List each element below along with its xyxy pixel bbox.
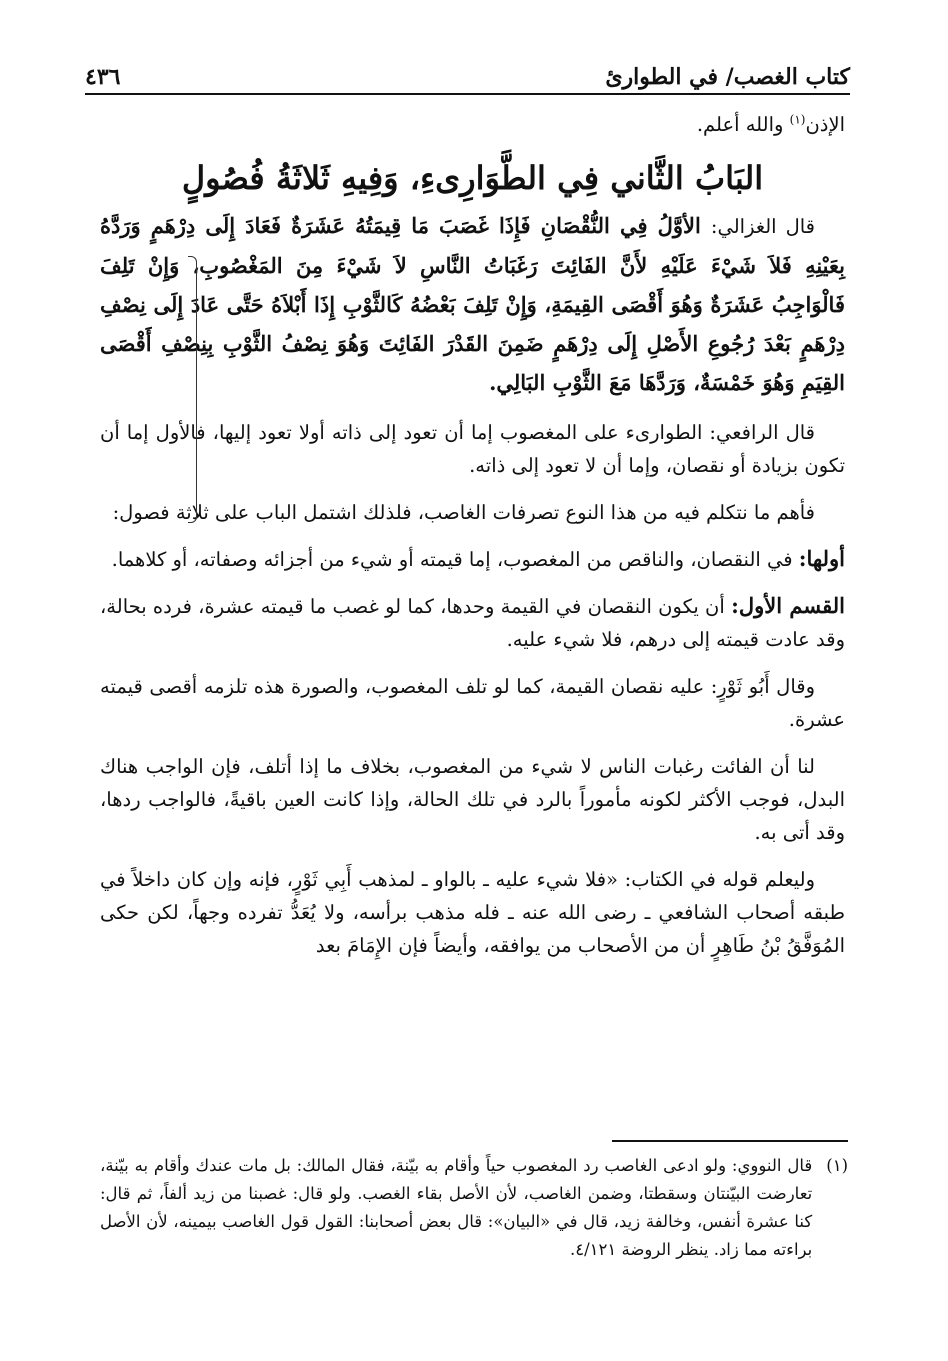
quote-text: الأوَّلُ فِي النُّقْصَانِ فَإِذَا غَصَبَ مَا قِيمَتُهُ عَشَرَةٌ فَعَادَ إِلَى دِرْهَمٍ وَرَدَّهُ بِعَيْنِهِ فَلاَ شَيْءَ عَلَيْهِ لأَنَّ الفَائِتَ رَغَبَاتُ النَّاسِ لاَ شَيْءَ مِنَ المَغْصُوبِ، وَإِنْ تَلِفَ فَالْوَاجِبُ عَشَرَةٌ وَهُوَ أَقْصَى القِيمَةِ، وَإِنْ تَلِفَ بَعْضُهُ كَالثَّوْبِ إِذَا أَبْلاَهُ حَتَّى عَادَ إِلَى نِصْفِ دِرْهَمٍ بَعْدَ رُجُوعِ الأَصْلِ إِلَى دِرْهَمٍ ضَمِنَ القَدْرَ الفَائِتَ وَهُوَ نِصْفُ الثَّوْبِ بِنِصْفِ أَقْصَى القِيَمِ وَهُوَ خَمْسَةٌ، وَرَدَّهَا مَعَ الثَّوْبِ البَالِي. bbox=[100, 213, 845, 395]
paragraph-text: وقال أَبُو ثَوْرٍ: عليه نقصان القيمة، كما لو تلف المغصوب، والصورة هذه تلزمه أقصى قيمته عشرة. bbox=[100, 675, 845, 731]
paragraph-text: أن يكون النقصان في القيمة وحدها، كما لو غصب ما قيمته عشرة، فرده بحالة، وقد عادت قيمته إلى درهم، فلا شيء عليه. bbox=[100, 595, 845, 651]
paragraph bbox=[100, 749, 845, 849]
paragraph bbox=[100, 415, 845, 482]
header-rule bbox=[85, 93, 850, 95]
footnote-text: قال النووي: ولو ادعى الغاصب رد المغصوب حياً وأقام به بيّنة، فقال المالك: بل مات عندك وأقام به بيّنة، تعارضت البيّنتان وسقطتا، وضمن الغاصب، لأن الأصل بقاء الغصب. ولو قال: غصبنا من زيد ألفاً، ثم قال: كنا عشرة أنفس، وخالفة زيد، قال في «البيان»: قال بعض أصحابنا: القول قول الغاصب بيمينه، لأن الأصل براءته مما زاد. ينظر الروضة ٤/١٢١. bbox=[100, 1156, 813, 1259]
paragraph-lead: أولها: bbox=[798, 546, 845, 571]
paragraph-text: قال الرافعي: الطوارىء على المغصوب إما أن تعود إلى ذاته أولا تعود إليها، فالأول إما أن تكون بزيادة أو نقصان، وإما أن لا تعود إلى ذاته. bbox=[100, 421, 845, 477]
intro-line bbox=[100, 108, 845, 141]
paragraph bbox=[100, 862, 845, 962]
ghazali-quote bbox=[100, 206, 845, 402]
footnote-ref: (١) bbox=[789, 112, 806, 127]
paragraph bbox=[100, 589, 845, 656]
footnote bbox=[100, 1152, 848, 1264]
quote-speaker: قال الغزالي: bbox=[710, 215, 816, 238]
main-text bbox=[100, 108, 845, 975]
intro-before-ref: الإذن bbox=[805, 113, 845, 136]
paragraph-text: في النقصان، والناقص من المغصوب، إما قيمته أو شيء من أجزائه وصفاته، أو كلاهما. bbox=[111, 548, 799, 571]
paragraph-text: فأهم ما نتكلم فيه من هذا النوع تصرفات الغاصب، فلذلك اشتمل الباب على ثلاثة فصول: bbox=[112, 501, 815, 524]
page-number: ٤٣٦ bbox=[85, 64, 121, 90]
footnote-rule bbox=[612, 1140, 848, 1142]
intro-after-ref: والله أعلم. bbox=[696, 113, 790, 136]
paragraph-text: لنا أن الفائت رغبات الناس لا شيء من المغصوب، بخلاف ما إذا أتلف، فإن الواجب هناك البدل، فوجب الأكثر لكونه مأموراً بالرد في تلك الحالة، وإذا كانت العين باقيةً، فالواجب ردها، وقد أتى به. bbox=[100, 755, 845, 844]
paragraph bbox=[100, 495, 845, 529]
paragraph bbox=[100, 669, 845, 736]
footnote-mark: (١) bbox=[826, 1156, 848, 1175]
paragraph bbox=[100, 542, 845, 576]
running-head bbox=[85, 50, 850, 90]
paragraph-text: وليعلم قوله في الكتاب: «فلا شيء عليه ـ بالواو ـ لمذهب أَبِي ثَوْرٍ، فإنه وإن كان داخلاً في طبقه أصحاب الشافعي ـ رضى الله عنه ـ فله مذهب برأسه، ولا يُعَدُّ تفرده وجهاً، لكن حكى المُوَفَّقُ بْنُ طَاهِرٍ أن من الأصحاب من يوافقه، وأيضاً فإن الإِمَامَ بعد bbox=[100, 868, 845, 957]
paragraph-lead: القسم الأول: bbox=[731, 593, 845, 618]
chapter-title: البَابُ الثَّاني فِي الطَّوَارِىءِ، وَفِيهِ ثَلاثَةُ فُصُولٍ bbox=[181, 159, 764, 197]
margin-bracket bbox=[188, 256, 197, 523]
running-title: كتاب الغصب/ في الطوارئ bbox=[605, 64, 850, 90]
